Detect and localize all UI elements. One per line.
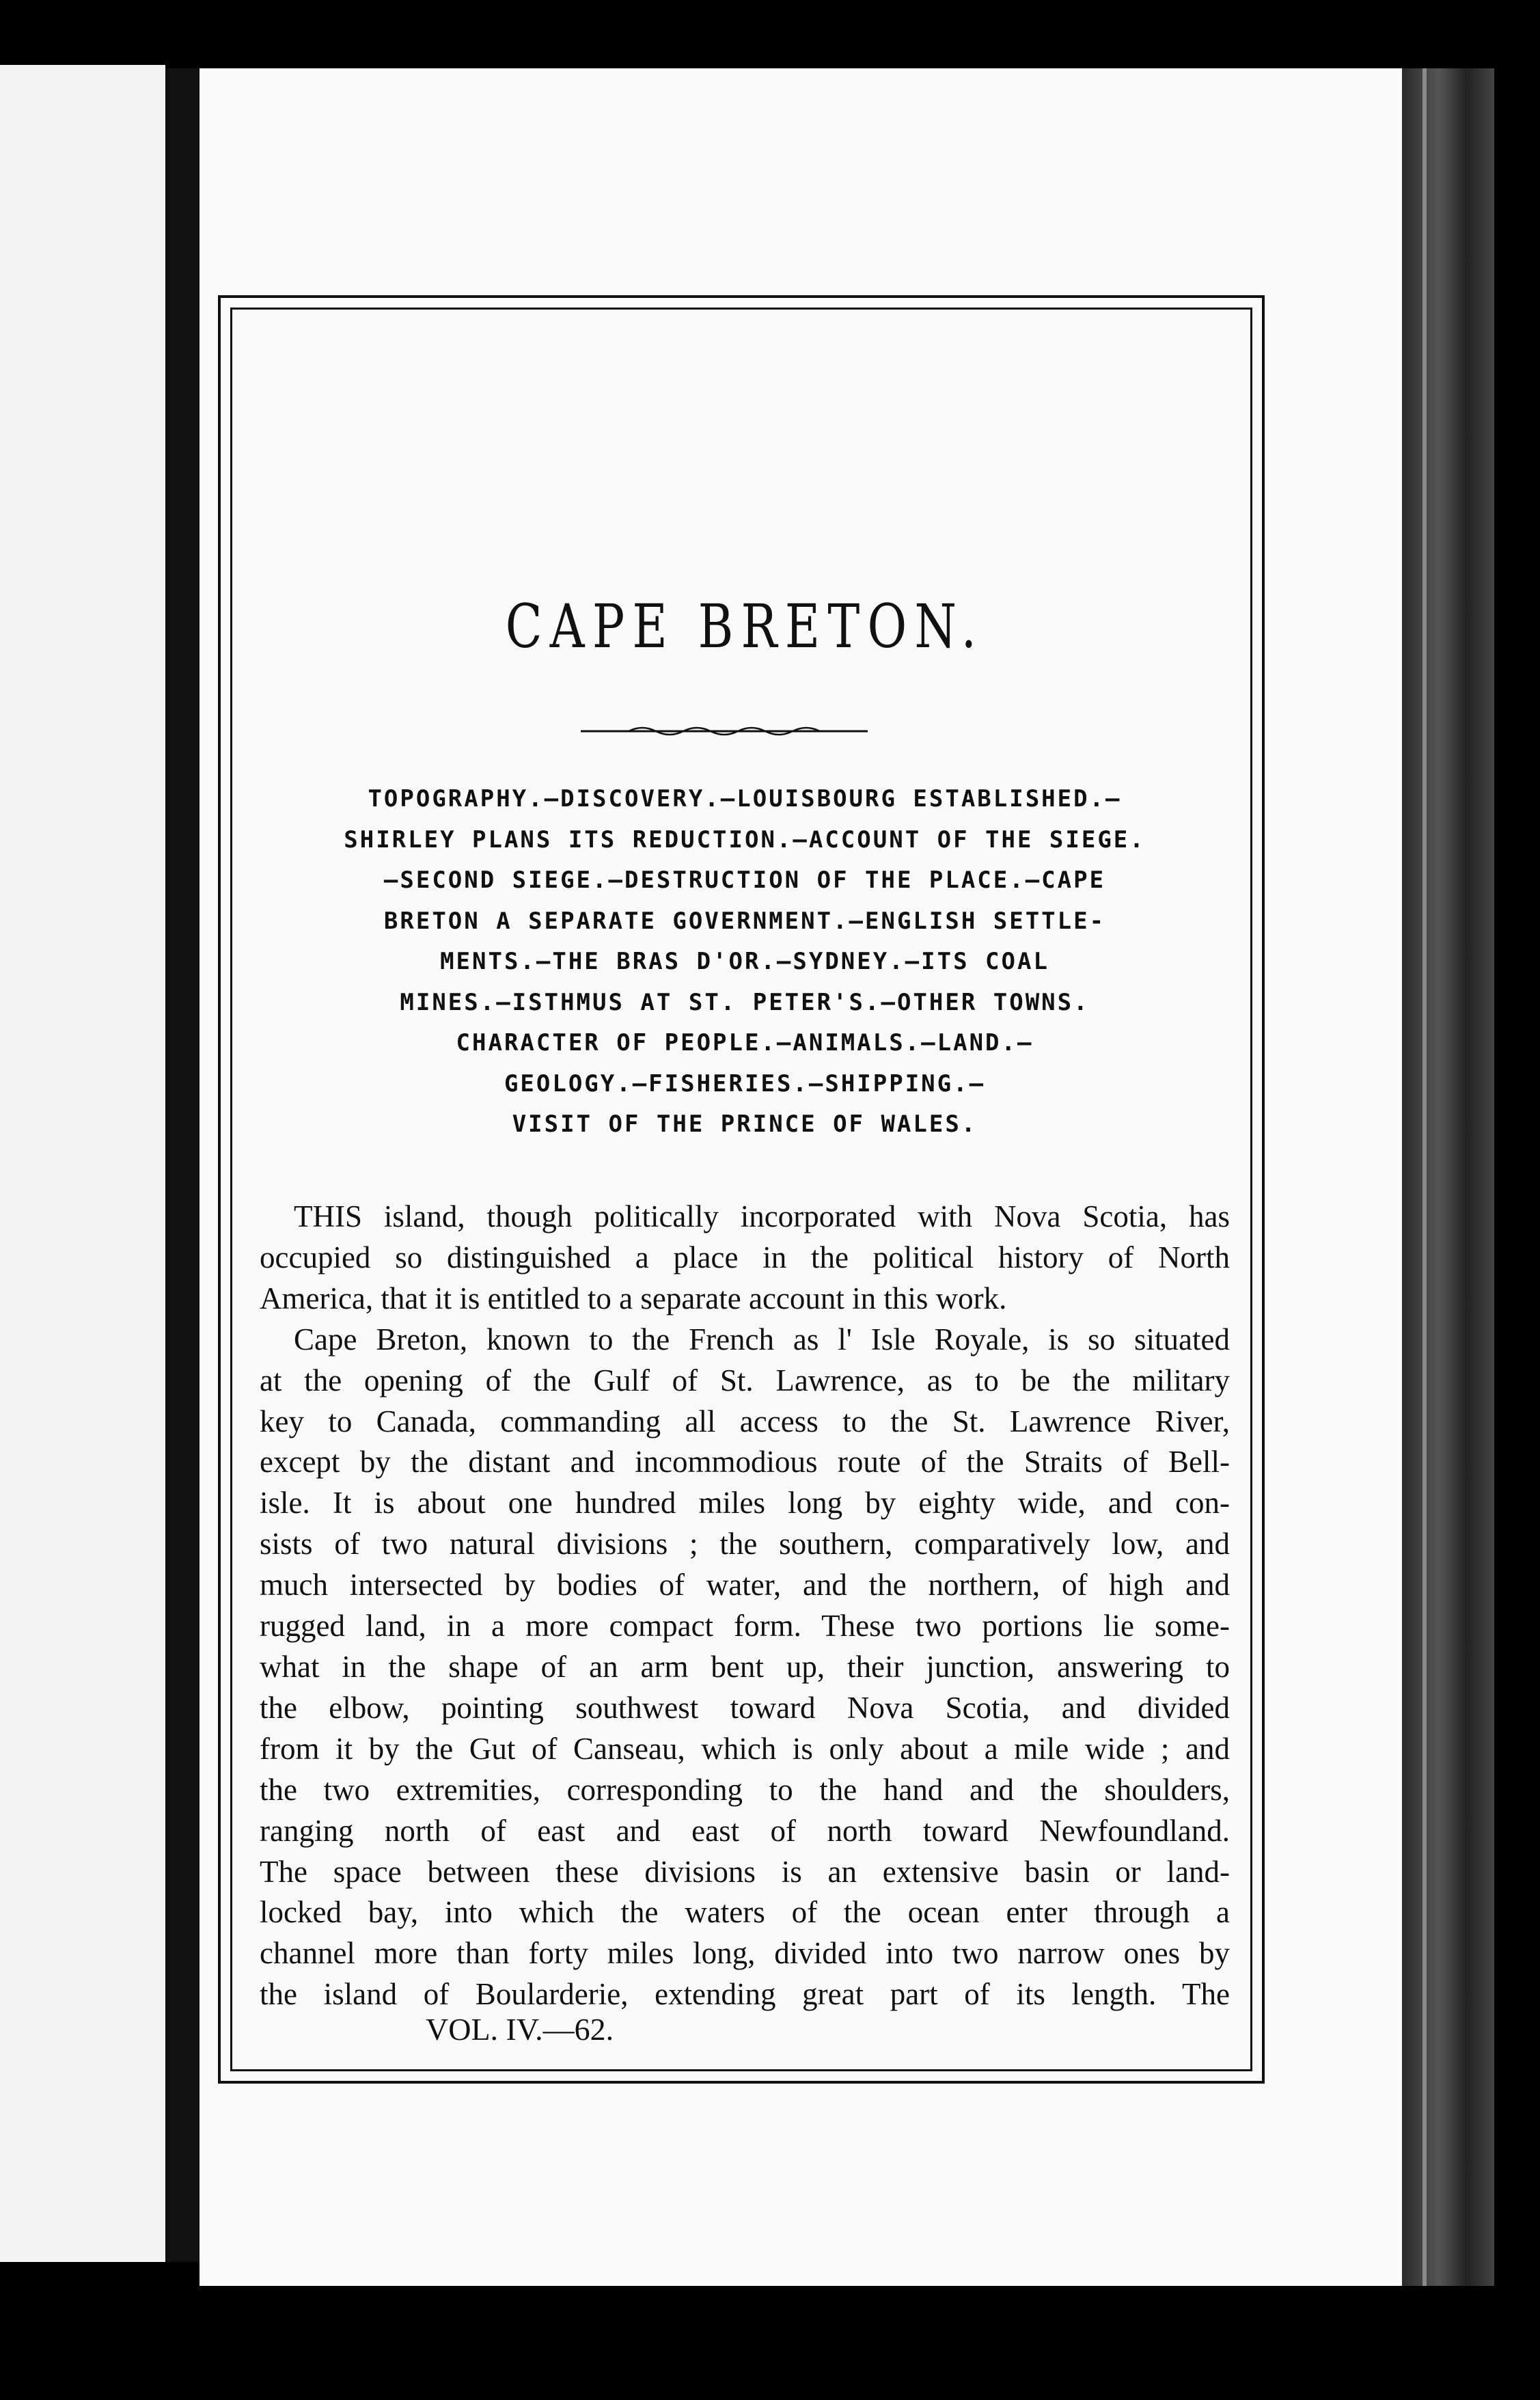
- chapter-synopsis: [260, 779, 1230, 1145]
- text-line: channel more than forty miles long, divided into two narrow ones by: [260, 1936, 1230, 1971]
- text-line: what in the shape of an arm bent up, their junction, answering to: [260, 1649, 1230, 1684]
- synopsis-line: SHIRLEY PLANS ITS REDUCTION.—ACCOUNT OF THE SIEGE.: [344, 826, 1146, 854]
- chapter-title: CAPE BRETON.: [505, 591, 985, 662]
- synopsis-line: VISIT OF THE PRINCE OF WALES.: [512, 1110, 978, 1138]
- text-line: from it by the Gut of Canseau, which is only about a mile wide ; and: [260, 1731, 1230, 1766]
- page-edge: [1402, 68, 1494, 2286]
- text-line: ranging north of east and east of north toward Newfoundland.: [260, 1813, 1230, 1848]
- ornamental-rule: [581, 721, 868, 741]
- text-line: much intersected by bodies of water, and the northern, of high and: [260, 1568, 1230, 1603]
- synopsis-line: MENTS.—THE BRAS D'OR.—SYDNEY.—ITS COAL: [440, 948, 1049, 975]
- synopsis-line: MINES.—ISTHMUS AT ST. PETER'S.—OTHER TOWNS.: [400, 988, 1090, 1016]
- facing-page: [0, 65, 165, 2262]
- synopsis-line: TOPOGRAPHY.—DISCOVERY.—LOUISBOURG ESTABLISHED.—: [368, 785, 1122, 813]
- synopsis-line: BRETON A SEPARATE GOVERNMENT.—ENGLISH SETTLE-: [383, 907, 1106, 935]
- text-line: occupied so distinguished a place in the political history of North: [260, 1240, 1230, 1274]
- text-line: the two extremities, corresponding to the hand and the shoulders,: [260, 1772, 1230, 1807]
- text-line: at the opening of the Gulf of St. Lawrence, as to be the military: [260, 1363, 1230, 1397]
- body-text: [260, 1197, 1230, 2015]
- text-line: isle. It is about one hundred miles long by eighty wide, and con-: [260, 1486, 1230, 1521]
- book-gutter: [165, 68, 200, 2262]
- text-line: America, that it is entitled to a separate account in this work.: [260, 1281, 1007, 1315]
- synopsis-line: —SECOND SIEGE.—DESTRUCTION OF THE PLACE.—CAPE: [383, 867, 1106, 894]
- text-line: The space between these divisions is an extensive basin or land-: [260, 1854, 1230, 1889]
- text-line: THIS island, though politically incorporated with Nova Scotia, has: [294, 1199, 1230, 1233]
- signature-mark: VOL. IV.—62.: [426, 2012, 614, 2047]
- synopsis-line: GEOLOGY.—FISHERIES.—SHIPPING.—: [504, 1069, 986, 1097]
- text-line: key to Canada, commanding all access to the St. Lawrence River,: [260, 1404, 1230, 1438]
- text-line: the island of Boularderie, extending great part of its length. The: [260, 1977, 1230, 2012]
- text-line: rugged land, in a more compact form. These two portions lie some-: [260, 1609, 1230, 1644]
- synopsis-line: CHARACTER OF PEOPLE.—ANIMALS.—LAND.—: [456, 1029, 1034, 1056]
- page-content: [260, 321, 1230, 2071]
- text-line: the elbow, pointing southwest toward Nova Scotia, and divided: [260, 1690, 1230, 1725]
- text-line: except by the distant and incommodious route of the Straits of Bell-: [260, 1445, 1230, 1479]
- text-line: locked bay, into which the waters of the ocean enter through a: [260, 1895, 1230, 1930]
- text-line: Cape Breton, known to the French as l' Isle Royale, is so situated: [294, 1322, 1230, 1356]
- text-line: sists of two natural divisions ; the southern, comparatively low, and: [260, 1527, 1230, 1562]
